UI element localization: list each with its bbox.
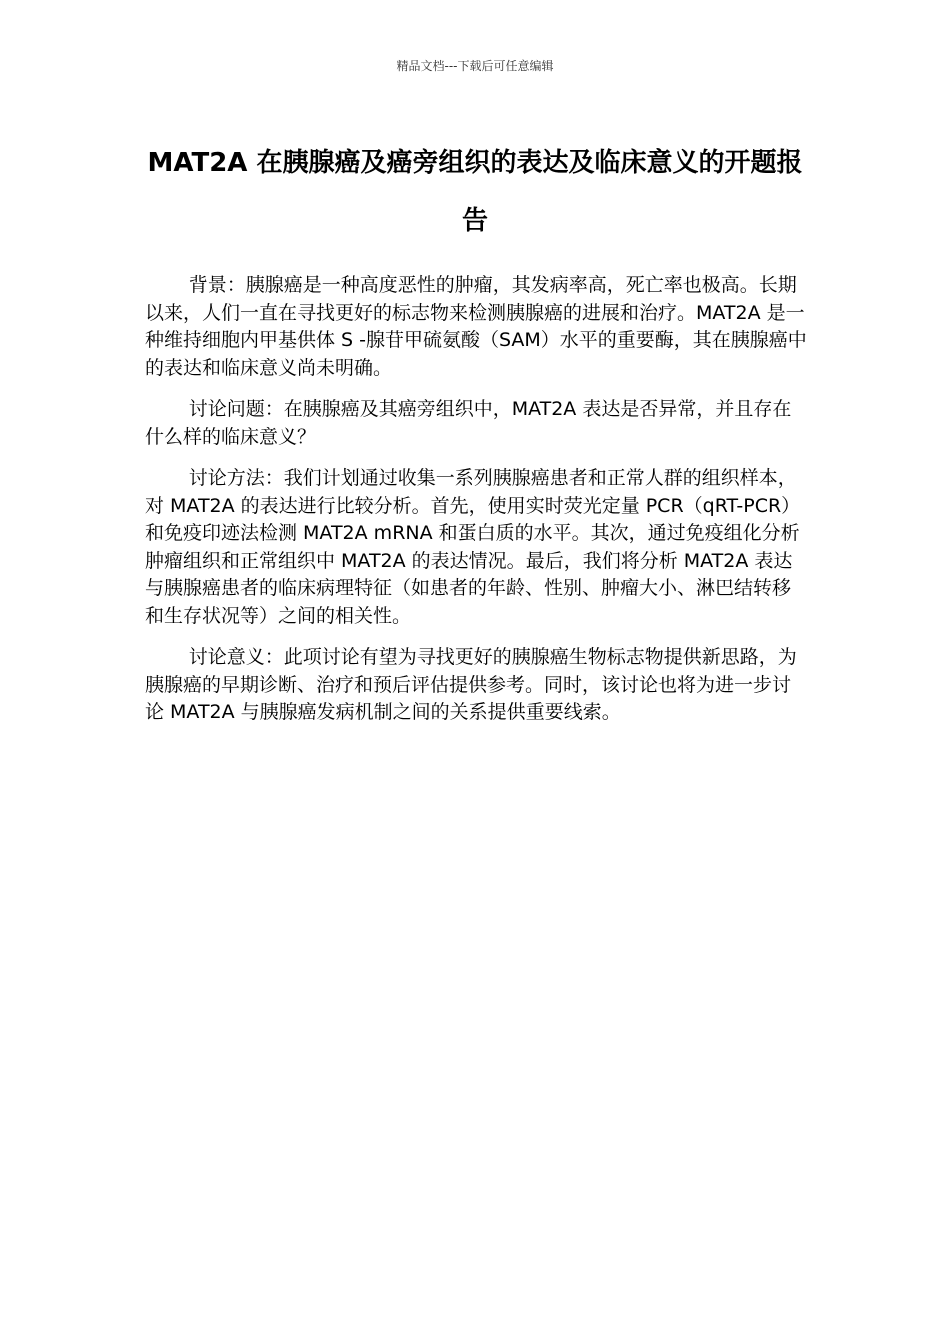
document-title: MAT2A 在胰腺癌及癌旁组织的表达及临床意义的开题报告 xyxy=(147,148,803,236)
paragraph-research-method: 讨论方法：我们计划通过收集一系列胰腺癌患者和正常人群的组织样本，对 MAT2A 的表达进行比较分析。首先，使用实时荧光定量 PCR（qRT-PCR）和免疫印迹法检测 MAT2A mRNA 和蛋白质的水平。其次，通过免疫组化分析肿瘤组织和正常组织中 MAT2A 的表达情况。最后，我们将分析 MAT2A 表达与胰腺癌患者的临床病理特征（如患者的年龄、性别、肿瘤大小、淋巴结转移和生存状况等）之间的相关性。 xyxy=(145,467,801,627)
paragraph-background: 背景：胰腺癌是一种高度恶性的肿瘤，其发病率高，死亡率也极高。长期以来，人们一直在寻找更好的标志物来检测胰腺癌的进展和治疗。MAT2A 是一种维持细胞内甲基供体 S -腺苷甲硫氨酸（SAM）水平的重要酶，其在胰腺癌中的表达和临床意义尚未明确。 xyxy=(145,274,807,379)
header-note: 精品文档---下载后可任意编辑 xyxy=(396,59,554,73)
paragraph-research-question: 讨论问题：在胰腺癌及其癌旁组织中，MAT2A 表达是否异常，并且存在什么样的临床意义？ xyxy=(145,398,792,448)
document-body xyxy=(145,272,807,741)
paragraph-significance: 讨论意义：此项讨论有望为寻找更好的胰腺癌生物标志物提供新思路，为胰腺癌的早期诊断、治疗和预后评估提供参考。同时，该讨论也将为进一步讨论 MAT2A 与胰腺癌发病机制之间的关系提供重要线索。 xyxy=(145,646,797,723)
